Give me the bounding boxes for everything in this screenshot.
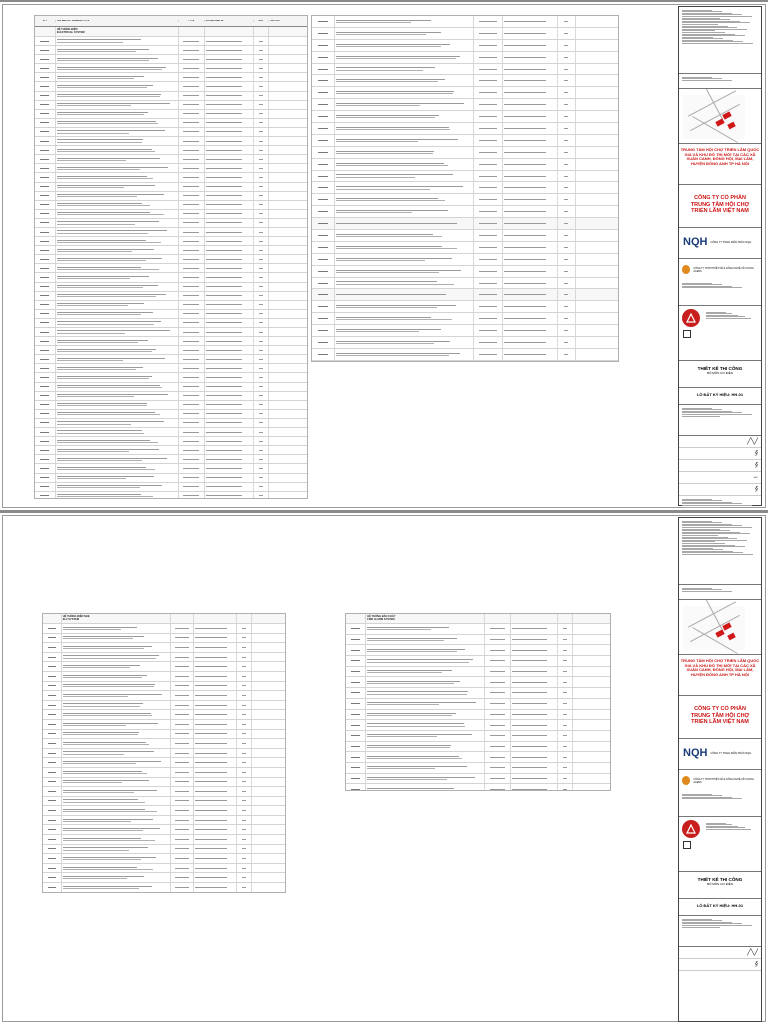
approval-section — [679, 817, 761, 872]
table-row — [312, 87, 618, 99]
signature-section — [679, 947, 761, 971]
table-row — [35, 92, 307, 101]
table-row — [35, 219, 307, 228]
drawing-list-table-left — [42, 613, 286, 893]
client-line-3: TRIỂN LÃM VIỆT NAM — [691, 208, 749, 215]
drawing-sheet-2 — [0, 513, 768, 1024]
signature-mark: § — [755, 450, 758, 457]
signature-mark: ╱╲╱ — [747, 438, 758, 445]
stage-line-2: BỘ MÔN CƠ ĐIỆN — [707, 370, 733, 375]
table-row — [35, 37, 307, 46]
table-row — [35, 364, 307, 373]
table-row — [43, 624, 285, 634]
table-row — [35, 492, 307, 499]
project-section — [679, 655, 761, 696]
signature-mark: § — [755, 961, 758, 968]
title-block — [678, 517, 762, 1022]
client-line-2: TRUNG TÂM HỘI CHỢ — [690, 201, 750, 208]
table-row — [312, 159, 618, 171]
table-row — [312, 254, 618, 266]
key-plan — [683, 606, 745, 650]
drawing-sheet-1 — [0, 2, 768, 510]
table-row — [35, 392, 307, 401]
drawing-list-table-right — [311, 15, 619, 362]
revision-section — [679, 585, 761, 600]
table-row — [312, 28, 618, 40]
table-row — [312, 147, 618, 159]
approval-section — [679, 306, 761, 361]
table-body — [43, 624, 285, 893]
highlight-block — [727, 122, 736, 130]
consultant-logo-icon — [682, 265, 690, 274]
table-row — [346, 635, 610, 646]
group-title: HỆ THỐNG BÁO CHÁY — [367, 614, 396, 618]
table-row — [35, 410, 307, 419]
table-row — [43, 816, 285, 826]
table-row — [43, 672, 285, 682]
table-row — [35, 474, 307, 483]
key-plan-section — [679, 600, 761, 655]
table-row — [35, 46, 307, 55]
table-body — [312, 16, 618, 362]
table-row — [35, 255, 307, 264]
drawing-list-table-right — [345, 613, 611, 791]
table-row — [35, 437, 307, 446]
project-section — [679, 144, 761, 185]
header-remark: GHI CHÚ — [270, 19, 280, 22]
client-line-1: CÔNG TY CỔ PHẦN — [694, 706, 746, 712]
table-row — [43, 720, 285, 730]
signature-mark: § — [755, 462, 758, 469]
table-row — [312, 278, 618, 290]
table-row — [346, 677, 610, 688]
group-title: HỆ THỐNG ĐIỆN NHẸ — [62, 614, 90, 618]
table-row — [312, 52, 618, 64]
approval-stamp-icon — [682, 820, 700, 838]
key-plan-section — [679, 89, 761, 144]
table-row — [346, 688, 610, 699]
system-section — [679, 916, 761, 947]
table-row — [312, 99, 618, 111]
table-row — [312, 230, 618, 242]
table-row — [35, 373, 307, 382]
table-row — [35, 146, 307, 155]
signature-section — [679, 436, 761, 510]
drawing-title-section — [679, 899, 761, 916]
client-section — [679, 185, 761, 228]
table-row — [346, 784, 610, 791]
table-row — [35, 237, 307, 246]
table-row — [35, 355, 307, 364]
consultant-logo-icon — [682, 776, 690, 785]
table-row — [35, 264, 307, 273]
group-title: HỆ THỐNG ĐIỆN — [56, 27, 78, 31]
table-row — [43, 768, 285, 778]
table-row — [35, 419, 307, 428]
table-row — [43, 643, 285, 653]
notes-section — [679, 518, 761, 585]
project-title: TRUNG TÂM HỘI CHỢ TRIỂN LÃM QUỐC GIA VÀ KHU ĐÔ THỊ MỚI TẠI CÁC XÃ XUÂN CANH, ĐÔNG HỘI, MAI LÂM, HUYỆN ĐÔNG ANH TP HÀ NỘI — [680, 658, 760, 677]
group-row — [43, 614, 285, 624]
table-row — [35, 183, 307, 192]
table-row — [312, 135, 618, 147]
group-row — [346, 614, 610, 624]
table-row — [35, 192, 307, 201]
table-row — [43, 758, 285, 768]
table-row — [35, 210, 307, 219]
checkbox-icon — [683, 841, 691, 849]
stage-section — [679, 361, 761, 388]
table-row — [312, 182, 618, 194]
table-row — [346, 731, 610, 742]
title-block — [678, 6, 762, 506]
table-row — [35, 155, 307, 164]
checkbox-icon — [683, 330, 691, 338]
key-plan — [683, 95, 745, 139]
table-header — [35, 16, 307, 27]
table-row — [312, 266, 618, 278]
table-row — [312, 16, 618, 28]
table-row — [35, 283, 307, 292]
group-title-en: ELECTRICAL SYSTEM — [56, 30, 85, 34]
table-row — [43, 749, 285, 759]
table-row — [43, 873, 285, 883]
project-title: TRUNG TÂM HỘI CHỢ TRIỂN LÃM QUỐC GIA VÀ KHU ĐÔ THỊ MỚI TẠI CÁC XÃ XUÂN CANH, ĐÔNG HỘI, MAI LÂM, HUYỆN ĐÔNG ANH TP HÀ NỘI — [680, 147, 760, 166]
table-body — [35, 37, 307, 499]
table-row — [312, 40, 618, 52]
table-row — [346, 710, 610, 721]
table-row — [346, 656, 610, 667]
client-line-2: TRUNG TÂM HỘI CHỢ — [690, 712, 750, 719]
table-row — [35, 246, 307, 255]
table-row — [43, 730, 285, 740]
notes-section — [679, 7, 761, 74]
consultant-name: CÔNG TY TNHH THIẾT KẾ & CÔNG NGHỆ XÂY DỰNG ACENS — [693, 777, 754, 784]
consultant-name: CÔNG TY TNHH THIẾT KẾ & CÔNG NGHỆ XÂY DỰNG ACENS — [693, 266, 754, 273]
system-section — [679, 405, 761, 436]
stage-section — [679, 872, 761, 899]
table-row — [312, 313, 618, 325]
header-rev: REV — [254, 20, 270, 22]
header-title: TÊN BẢN VẼ / DRAWING TITLE — [56, 20, 179, 22]
table-row — [43, 845, 285, 855]
table-row — [35, 401, 307, 410]
table-row — [35, 328, 307, 337]
table-row — [312, 218, 618, 230]
table-row — [35, 337, 307, 346]
designer-name: CÔNG TY TNHH KIẾN TRÚC NQH — [710, 751, 752, 755]
designer-section — [679, 228, 761, 259]
table-row — [346, 752, 610, 763]
table-row — [43, 662, 285, 672]
drawing-title: LÔ ĐẤT KÝ HIỆU: HH-01 — [696, 392, 744, 397]
client-section — [679, 696, 761, 739]
table-row — [43, 710, 285, 720]
table-row — [35, 64, 307, 73]
revision-section — [679, 74, 761, 89]
table-row — [35, 228, 307, 237]
signature-mark: § — [755, 486, 758, 493]
group-title-en: ELV SYSTEM — [62, 617, 79, 621]
header-scale: TỶ LỆ — [179, 20, 205, 22]
table-row — [35, 173, 307, 182]
table-row — [43, 835, 285, 845]
table-row — [35, 201, 307, 210]
table-row — [43, 806, 285, 816]
table-row — [43, 883, 285, 893]
drawing-title: LÔ ĐẤT KÝ HIỆU: HH-01 — [696, 903, 744, 908]
table-row — [312, 123, 618, 135]
table-row — [312, 325, 618, 337]
table-row — [35, 137, 307, 146]
highlight-block — [727, 633, 736, 641]
group-title-en: FIRE ALARM SYSTEM — [367, 617, 395, 621]
approval-stamp-icon — [682, 309, 700, 327]
table-row — [35, 128, 307, 137]
table-row — [312, 301, 618, 313]
table-row — [35, 292, 307, 301]
group-row — [35, 27, 307, 37]
table-row — [346, 774, 610, 785]
table-row — [312, 206, 618, 218]
table-row — [35, 101, 307, 110]
nqh-logo: NQH — [683, 236, 708, 248]
highlight-block — [715, 629, 724, 637]
table-row — [312, 171, 618, 183]
table-row — [35, 164, 307, 173]
table-row — [43, 854, 285, 864]
table-body — [346, 624, 610, 791]
table-row — [43, 682, 285, 692]
table-row — [35, 301, 307, 310]
table-row — [35, 483, 307, 492]
table-row — [35, 82, 307, 91]
signature-mark: ╱╲╱ — [747, 949, 758, 956]
header-drawing-number: SỐ HIỆU BẢN VẼ — [205, 20, 254, 22]
designer-section — [679, 739, 761, 770]
table-row — [43, 864, 285, 874]
nqh-logo: NQH — [683, 747, 708, 759]
table-row — [346, 720, 610, 731]
stage-line-1: THIẾT KẾ THI CÔNG — [697, 877, 743, 882]
table-row — [35, 346, 307, 355]
table-row — [312, 289, 618, 301]
table-row — [43, 778, 285, 788]
designer-name: CÔNG TY TNHH KIẾN TRÚC NQH — [710, 240, 752, 244]
table-row — [346, 699, 610, 710]
signature-mark: ∽ — [752, 474, 758, 481]
table-row — [312, 64, 618, 76]
table-row — [312, 361, 618, 362]
table-row — [312, 111, 618, 123]
table-row — [346, 667, 610, 678]
table-row — [43, 739, 285, 749]
table-row — [35, 446, 307, 455]
table-row — [346, 645, 610, 656]
table-row — [35, 310, 307, 319]
highlight-block — [715, 118, 724, 126]
client-line-1: CÔNG TY CỔ PHẦN — [694, 195, 746, 201]
client-line-3: TRIỂN LÃM VIỆT NAM — [691, 719, 749, 726]
stage-line-1: THIẾT KẾ THI CÔNG — [697, 366, 743, 371]
stage-line-2: BỘ MÔN CƠ ĐIỆN — [707, 881, 733, 886]
table-row — [346, 763, 610, 774]
table-row — [346, 742, 610, 753]
table-row — [43, 701, 285, 711]
drawing-title-section — [679, 388, 761, 405]
table-row — [43, 787, 285, 797]
header-no: STT — [35, 20, 56, 22]
table-row — [35, 383, 307, 392]
table-row — [35, 119, 307, 128]
mep-consultant-section — [679, 259, 761, 306]
table-row — [35, 464, 307, 473]
table-row — [35, 273, 307, 282]
drawing-list-table-left — [34, 15, 308, 499]
table-row — [43, 691, 285, 701]
table-row — [312, 337, 618, 349]
table-row — [312, 75, 618, 87]
table-row — [43, 825, 285, 835]
table-row — [35, 110, 307, 119]
table-row — [35, 455, 307, 464]
mep-consultant-section — [679, 770, 761, 817]
table-row — [43, 653, 285, 663]
table-row — [312, 194, 618, 206]
table-row — [312, 349, 618, 361]
table-row — [35, 319, 307, 328]
table-row — [43, 634, 285, 644]
table-row — [35, 73, 307, 82]
table-row — [346, 624, 610, 635]
table-row — [312, 242, 618, 254]
table-row — [43, 797, 285, 807]
table-row — [35, 428, 307, 437]
table-row — [35, 55, 307, 64]
